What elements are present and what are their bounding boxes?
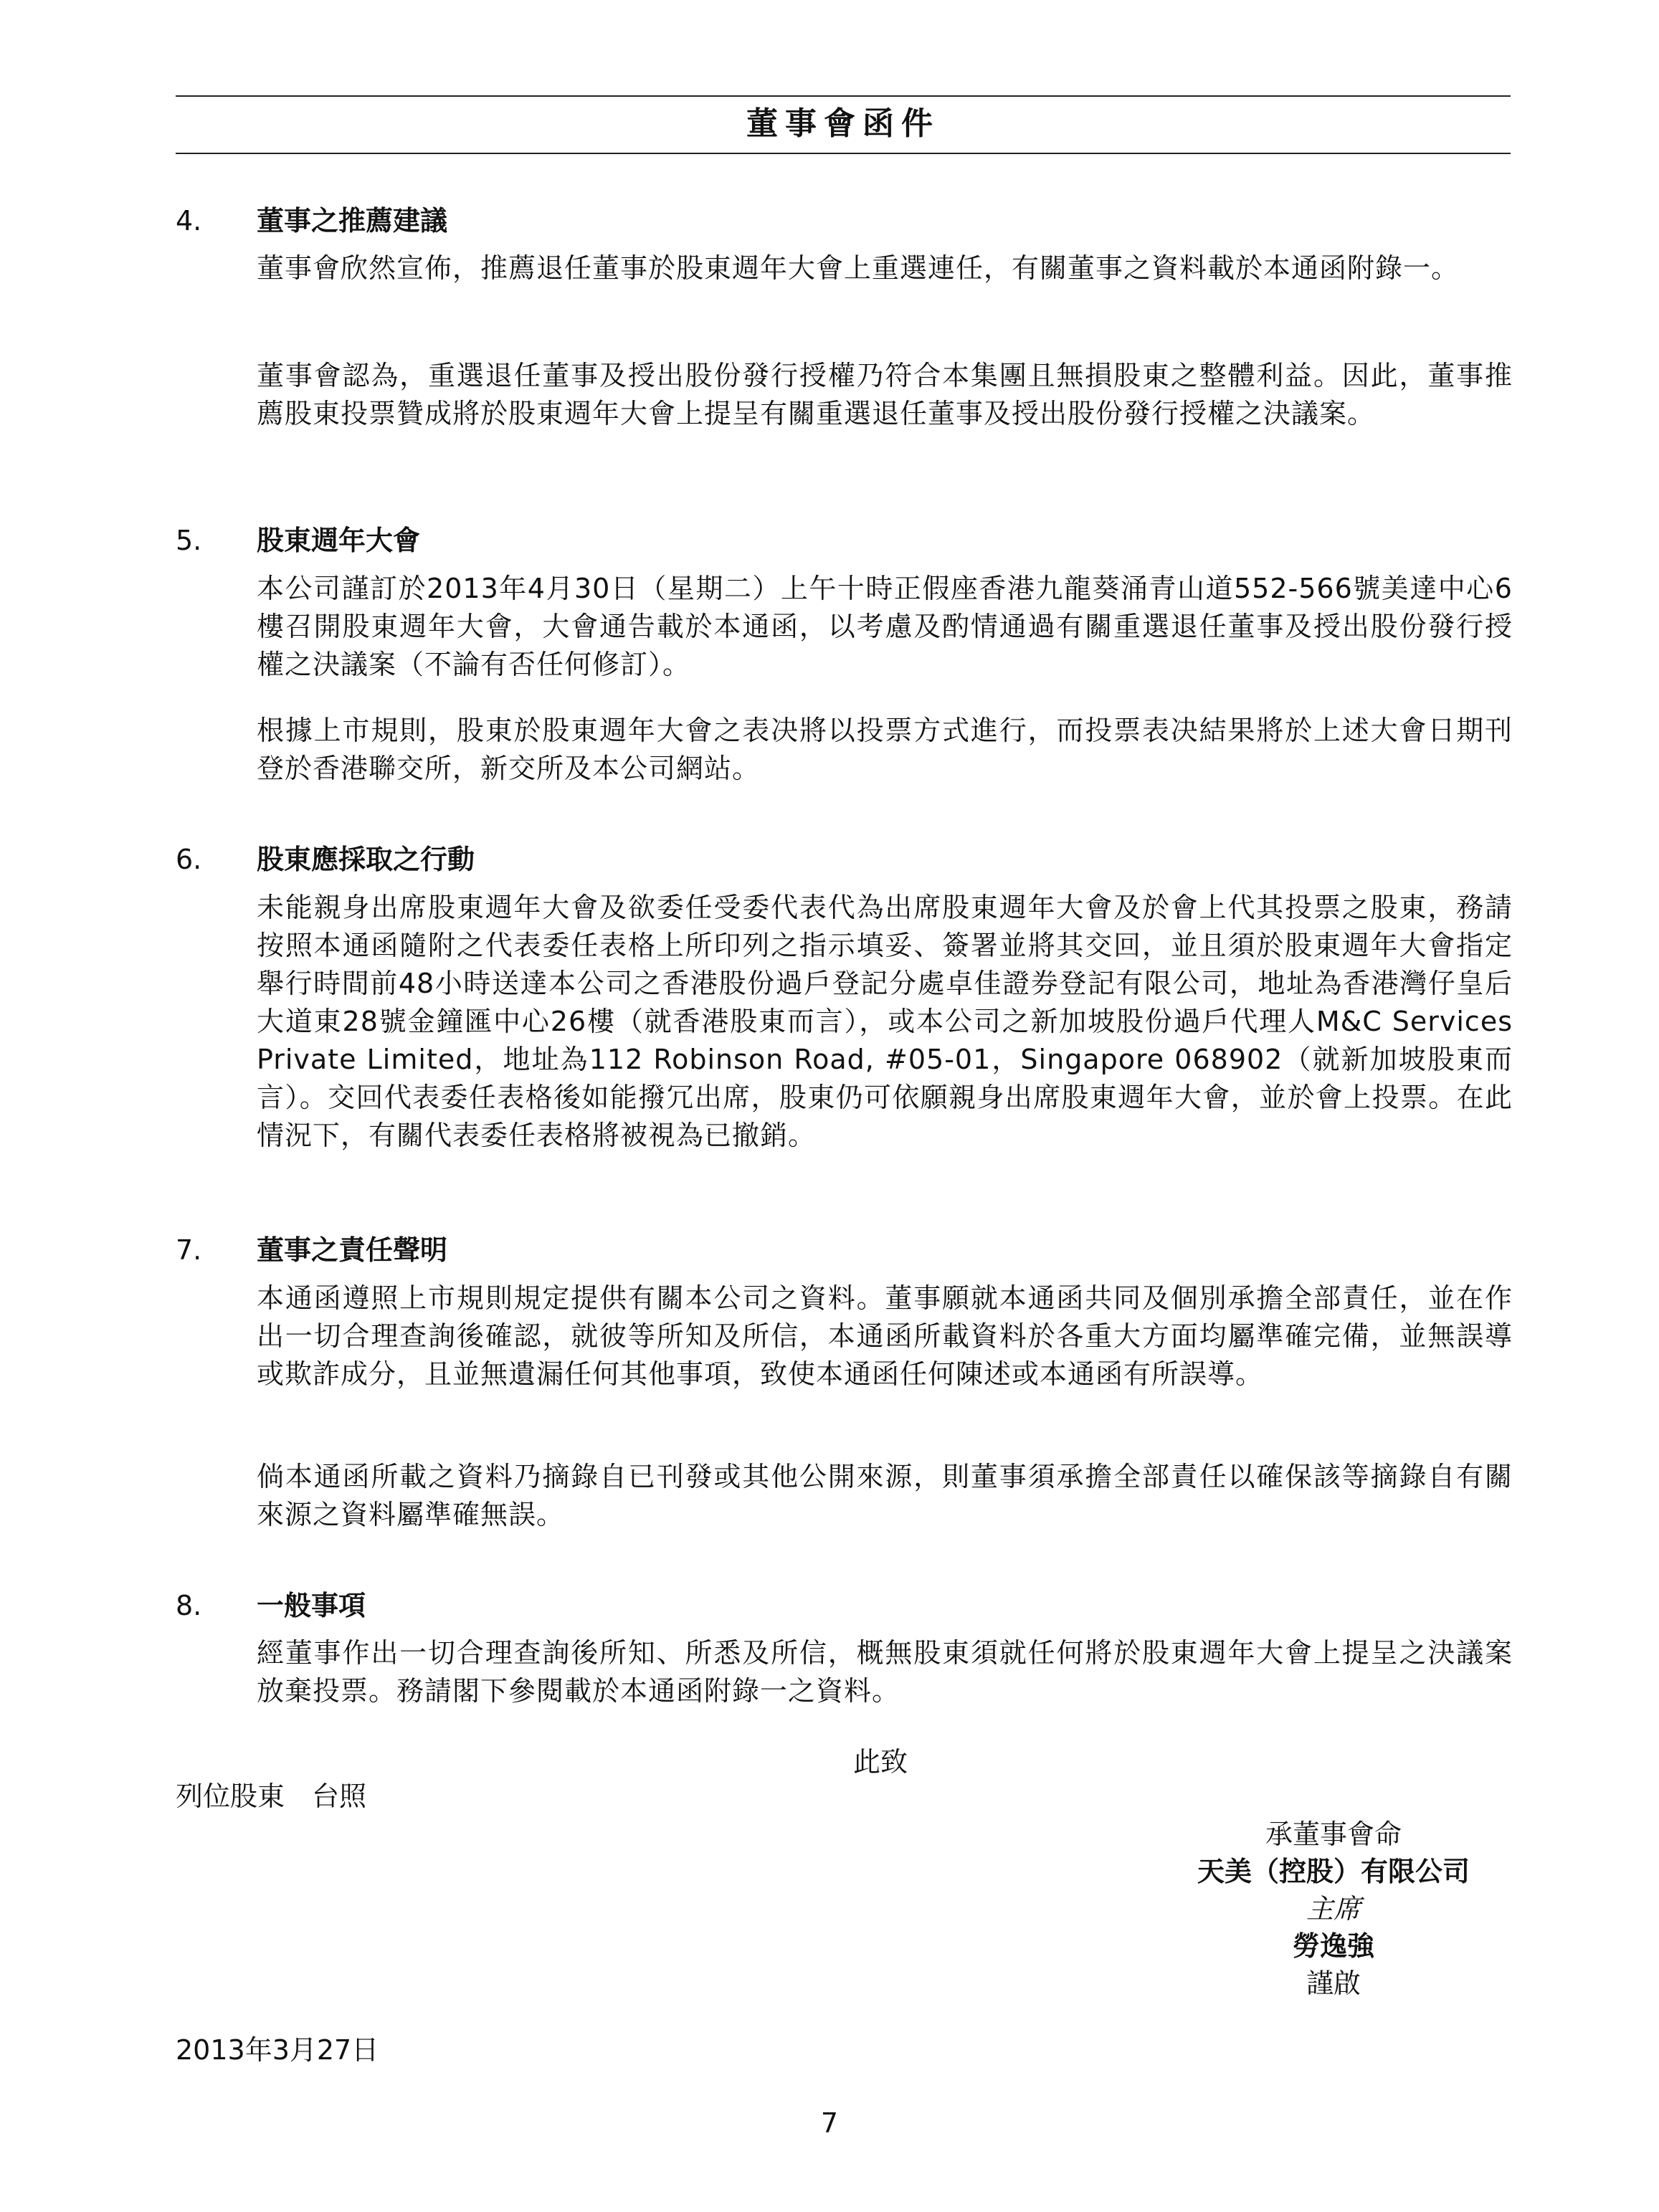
section-7-paragraph-1: 本通函遵照上市規則規定提供有關本公司之資料。董事願就本通函共同及個別承擔全部責任，並在作出一切合理查詢後確認，就彼等所知及所信，本通函所載資料於各重大方面均屬準確完備，並無誤導或欺詐成分，且並無遺漏任何其他事項，致使本通函任何陳述或本通函有所誤導。 [257,1282,1513,1390]
section-6-number: 6. [176,844,202,875]
section-8-number: 8. [176,1590,202,1621]
section-7-paragraph-2: 倘本通函所載之資料乃摘錄自已刊發或其他公開來源，則董事須承擔全部責任以確保該等摘錄自有關來源之資料屬準確無誤。 [257,1461,1513,1530]
section-4-title: 董事之推薦建議 [257,205,448,237]
closing-regards: 謹啟 [1306,1968,1361,1999]
section-8-title: 一般事項 [257,1590,366,1621]
section-6-title: 股東應採取之行動 [257,844,475,875]
by-order-of-board: 承董事會命 [1265,1818,1402,1850]
page-number: 7 [820,2107,839,2139]
signatory-name: 勞逸強 [1292,1930,1374,1962]
salutation: 此致 [853,1746,908,1778]
section-5-paragraph-1: 本公司謹訂於2013年4月30日（星期二）上午十時正假座香港九龍葵涌青山道552-566號美達中心6樓召開股東週年大會，大會通告載於本通函，以考慮及酌情通過有關重選退任董事及授出股份發行授權之決議案（不論有否任何修訂）。 [257,573,1513,680]
section-5-number: 5. [176,525,202,556]
addressee: 列位股東 台照 [176,1780,367,1812]
signatory-position: 主席 [1306,1893,1361,1925]
section-8-paragraph-1: 經董事作出一切合理查詢後所知、所悉及所信，概無股東須就任何將於股東週年大會上提呈之決議案放棄投票。務請閣下參閱載於本通函附錄一之資料。 [257,1637,1513,1707]
section-6-paragraph-1: 未能親身出席股東週年大會及欲委任受委代表代為出席股東週年大會及於會上代其投票之股東，務請按照本通函隨附之代表委任表格上所印列之指示填妥、簽署並將其交回，並且須於股東週年大會指定舉行時間前48小時送達本公司之香港股份過戶登記分處卓佳證券登記有限公司，地址為香港灣仔皇后大道東28號金鐘匯中心26樓（就香港股東而言），或本公司之新加坡股份過戶代理人M&C Services Private Limited，地址為112 Robinson Road, #05-01，Singapore 068902（就新加坡股東而言）。交回代表委任表格後如能撥冗出席，股東仍可依願親身出席股東週年大會，並於會上投票。在此情況下，有關代表委任表格將被視為已撤銷。 [257,892,1513,1151]
section-5-title: 股東週年大會 [257,525,421,556]
section-4-paragraph-2: 董事會認為，重選退任董事及授出股份發行授權乃符合本集團且無損股東之整體利益。因此，董事推薦股東投票贊成將於股東週年大會上提呈有關重選退任董事及授出股份發行授權之決議案。 [257,360,1513,429]
section-7-title: 董事之責任聲明 [257,1234,448,1266]
header-top-rule [176,95,1511,97]
section-4-number: 4. [176,205,202,237]
section-7-number: 7. [176,1234,202,1266]
company-name: 天美（控股）有限公司 [1197,1856,1470,1887]
section-5-paragraph-2: 根據上市規則，股東於股東週年大會之表决將以投票方式進行，而投票表决結果將於上述大會日期刊登於香港聯交所，新交所及本公司網站。 [257,715,1513,784]
header-bottom-rule [176,153,1511,154]
page-title: 董事會函件 [746,105,940,142]
letter-date: 2013年3月27日 [176,2034,379,2066]
section-4-paragraph-1: 董事會欣然宣佈，推薦退任董事於股東週年大會上重選連任，有關董事之資料載於本通函附錄一。 [257,252,1460,284]
